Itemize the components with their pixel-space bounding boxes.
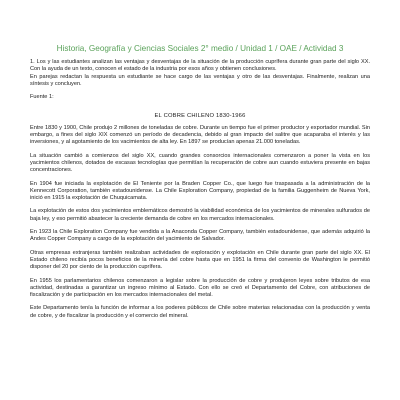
source-paragraph: En 1923 la Chile Exploration Company fue vendida a la Anaconda Copper Company, también estadounidense, que además adquirió la Andes Copper Company a cargo de la explotación del yacimiento de Salvador. — [30, 229, 370, 243]
source-paragraph: En 1904 fue iniciada la explotación de El Teniente por la Braden Copper Co., que luego fue traspasada a la administración de la Kennecott Corporation, también estadounidense. La Chile Exploration Company, propiedad de la familia Guggenheim de Nueva York, inició en 1915 la explotación de Chuquicamata. — [30, 180, 370, 202]
source-paragraph: La situación cambió a comienzos del siglo XX, cuando grandes consorcios internacionales comenzaron a poner la vista en los yacimientos chilenos, dotados de escasas tecnologías que permitían la recuperación de cobre aun cuando estuviera presente en bajas concentraciones. — [30, 152, 370, 174]
source-paragraph: La explotación de estos dos yacimientos emblemáticos demostró la viabilidad económica de los yacimientos de minerales sulfurados de baja ley, y eso permitió abastecer la creciente demanda de cobre en los mercados internacionales. — [30, 208, 370, 222]
instruction-paragraph: 1. Los y las estudiantes analizan las ventajas y desventajas de la situación de la producción cuprífera durante gran parte del siglo XX. Con la ayuda de un texto, conocen el estado de la industria por esos años y obtienen conclusiones. — [30, 59, 370, 73]
source-paragraph: Otras empresas extranjeras también realizaban actividades de exploración y explotación en Chile durante gran parte del siglo XX. El Estado chileno recibía pocos beneficios de la minería del cobre hasta que en 1951 la firma del convenio de Washington le permitió disponer del 20 por ciento de la producción cuprífera. — [30, 249, 370, 271]
source-paragraph: Entre 1830 y 1900, Chile produjo 2 millones de toneladas de cobre. Durante un tiempo fue el primer productor y exportador mundial. Sin embargo, a fines del siglo XIX comenzó un período de decadencia, debido al gran impacto del salitre que acaparaba el interés y las inversiones, y al agotamiento de los vacimientos de alta ley. En 1897 se producían apenas 21.000 toneladas. — [30, 124, 370, 146]
source-heading: EL COBRE CHILENO 1830-1966 — [154, 113, 246, 120]
source-paragraph: Este Departamento tenía la función de informar a los poderes públicos de Chile sobre materias relacionadas con la producción y venta de cobre, y de fiscalizar la producción y el comercio del mineral. — [30, 305, 370, 319]
instruction-paragraph: En parejas redactan la respuesta un estudiante se hace cargo de las ventajas y otro de las desventajas. Finalmente, realizan una síntesis y concluyen. — [30, 73, 370, 87]
source-label: Fuente 1: — [30, 94, 54, 101]
page-title: Historia, Geografía y Ciencias Sociales 2° medio / Unidad 1 / OAE / Actividad 3 — [56, 44, 344, 53]
source-paragraph: En 1955 los parlamentarios chilenos comenzaron a legislar sobre la producción de cobre y produjeron leyes sobre tributos de esa actividad, destinadas a garantizar un ingreso mínimo al Estado. Con ello se creó el Departamento del Cobre, con atribuciones de fiscalización y de participación en los mercados internacionales del metal. — [30, 277, 370, 299]
